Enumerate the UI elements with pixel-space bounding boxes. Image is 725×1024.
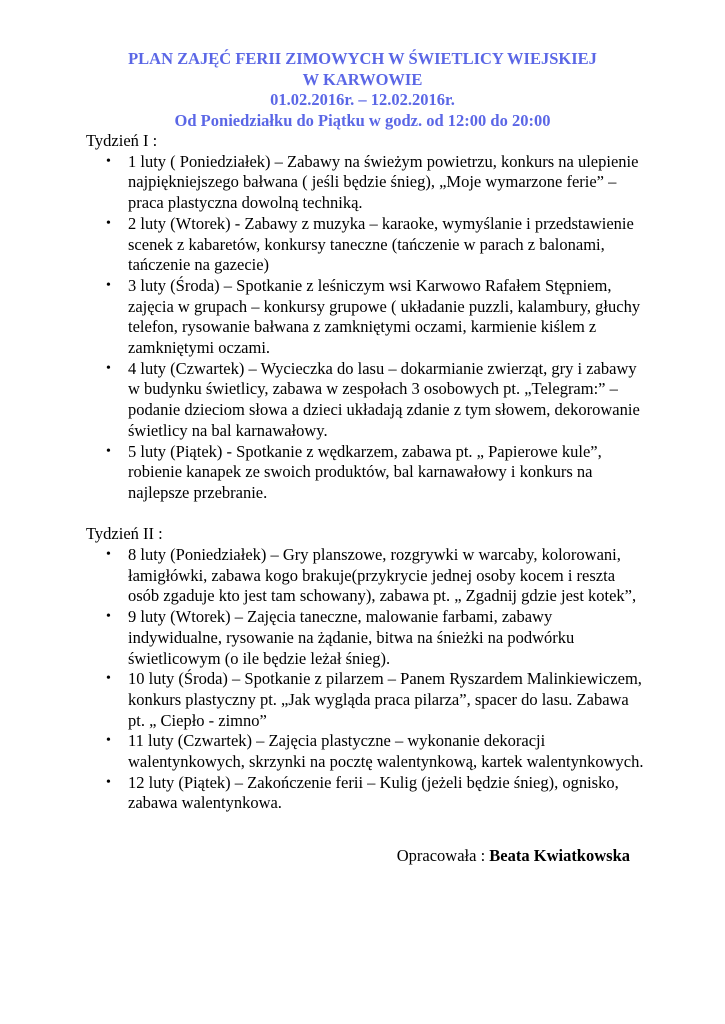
bullet-icon: • [106, 671, 111, 687]
bullet-icon: • [106, 153, 111, 169]
header-hours: Od Poniedziałku do Piątku w godz. od 12:00 do 20:00 [174, 110, 551, 130]
bullet-icon: • [106, 443, 111, 459]
list-item-text: 2 luty (Wtorek) - Zabawy z muzyka – karaoke, wymyślanie i przedstawienie scenek z kabaretów, konkursy taneczne (tańczenie w parach z balonami, tańczenie na gazecie) [128, 213, 634, 275]
header-title-line-2: W KARWOWIE [302, 69, 423, 89]
bullet-icon: • [106, 733, 111, 749]
list-item-text: 11 luty (Czwartek) – Zajęcia plastyczne – wykonanie dekoracji walentynkowych, skrzynki na pocztę walentynkową, kartek walentynkowych. [128, 731, 644, 772]
header-title-line-1: PLAN ZAJĘĆ FERII ZIMOWYCH W ŚWIETLICY WIEJSKIEJ [128, 49, 597, 68]
week-2-label: Tydzień II : [86, 524, 163, 544]
list-item-text: 5 luty (Piątek) - Spotkanie z wędkarzem, zabawa pt. „ Papierowe kule”, robienie kanapek ze swoich produktów, bal karnawałowy i konkurs na najlepsze przebranie. [128, 441, 602, 502]
bullet-icon: • [106, 609, 111, 625]
week-1-label: Tydzień I : [86, 131, 158, 150]
list-item-week1-day3 [86, 276, 646, 359]
list-item-week1-day1 [86, 152, 646, 214]
week-1-list [86, 152, 646, 504]
schedule-body [86, 131, 646, 814]
signature [0, 846, 630, 867]
bullet-icon: • [106, 774, 111, 790]
list-item-week2-day5 [86, 773, 646, 814]
list-item-text: 4 luty (Czwartek) – Wycieczka do lasu – dokarmianie zwierząt, gry i zabawy w budynku świetlicy, zabawa w zespołach 3 osobowych pt. „Telegram:” – podanie dzieciom słowa a dzieci układają zdanie z tym słowem, dekorowanie świetlicy na bal karnawałowy. [128, 358, 640, 440]
list-item-text: 9 luty (Wtorek) – Zajęcia taneczne, malowanie farbami, zabawy indywidualne, rysowanie na żądanie, bitwa na śnieżki na podwórku świetlicowym (o ile będzie leżał śnieg). [128, 607, 575, 668]
header-date-range: 01.02.2016r. – 12.02.2016r. [270, 90, 455, 109]
list-item-week1-day5 [86, 442, 646, 504]
list-item-week2-day3 [86, 669, 646, 731]
list-item-week1-day4 [86, 359, 646, 442]
list-item-week2-day1 [86, 545, 646, 607]
signature-author-name: Beata Kwiatkowska [489, 846, 630, 865]
list-item-week2-day4 [86, 731, 646, 772]
list-item-text: 3 luty (Środa) – Spotkanie z leśniczym wsi Karwowo Rafałem Stępniem, zajęcia w grupach – konkursy grupowe ( układanie puzzli, kalambury, głuchy telefon, rysowanie bałwana z zamkniętymi oczami, karmienie kiślem z zamkniętymi oczami. [128, 275, 641, 358]
list-item-text: 12 luty (Piątek) – Zakończenie ferii – Kulig (jeżeli będzie śnieg), ognisko, zabawa walentynkowa. [128, 772, 619, 813]
bullet-icon: • [106, 277, 111, 293]
list-item-text: 10 luty (Środa) – Spotkanie z pilarzem – Panem Ryszardem Malinkiewiczem, konkurs plastyczny pt. „Jak wygląda praca pilarza”, spacer do lasu. Zabawa pt. „ Ciepło - zimno” [128, 669, 642, 730]
list-item-week2-day2 [86, 607, 646, 669]
signature-prefix: Opracowała : [396, 846, 490, 865]
list-item-text: 8 luty (Poniedziałek) – Gry planszowe, rozgrywki w warcaby, kolorowani, łamigłówki, zabawa kogo brakuje(przykrycie jednej osoby kocem i reszta osób zgaduje kto jest tam schowany), zabawa pt. „ Zgadnij gdzie jest kotek”, [128, 545, 637, 606]
week-2-list [86, 545, 646, 814]
bullet-icon: • [106, 547, 111, 563]
bullet-icon: • [106, 360, 111, 376]
list-item-text: 1 luty ( Poniedziałek) – Zabawy na świeżym powietrzu, konkurs na ulepienie najpiękniejszego bałwana ( jeśli będzie śnieg), „Moje wymarzone ferie” – praca plastyczna dowolną techniką. [128, 151, 639, 213]
document-header [0, 49, 725, 131]
list-item-week1-day2 [86, 214, 646, 276]
bullet-icon: • [106, 215, 111, 231]
